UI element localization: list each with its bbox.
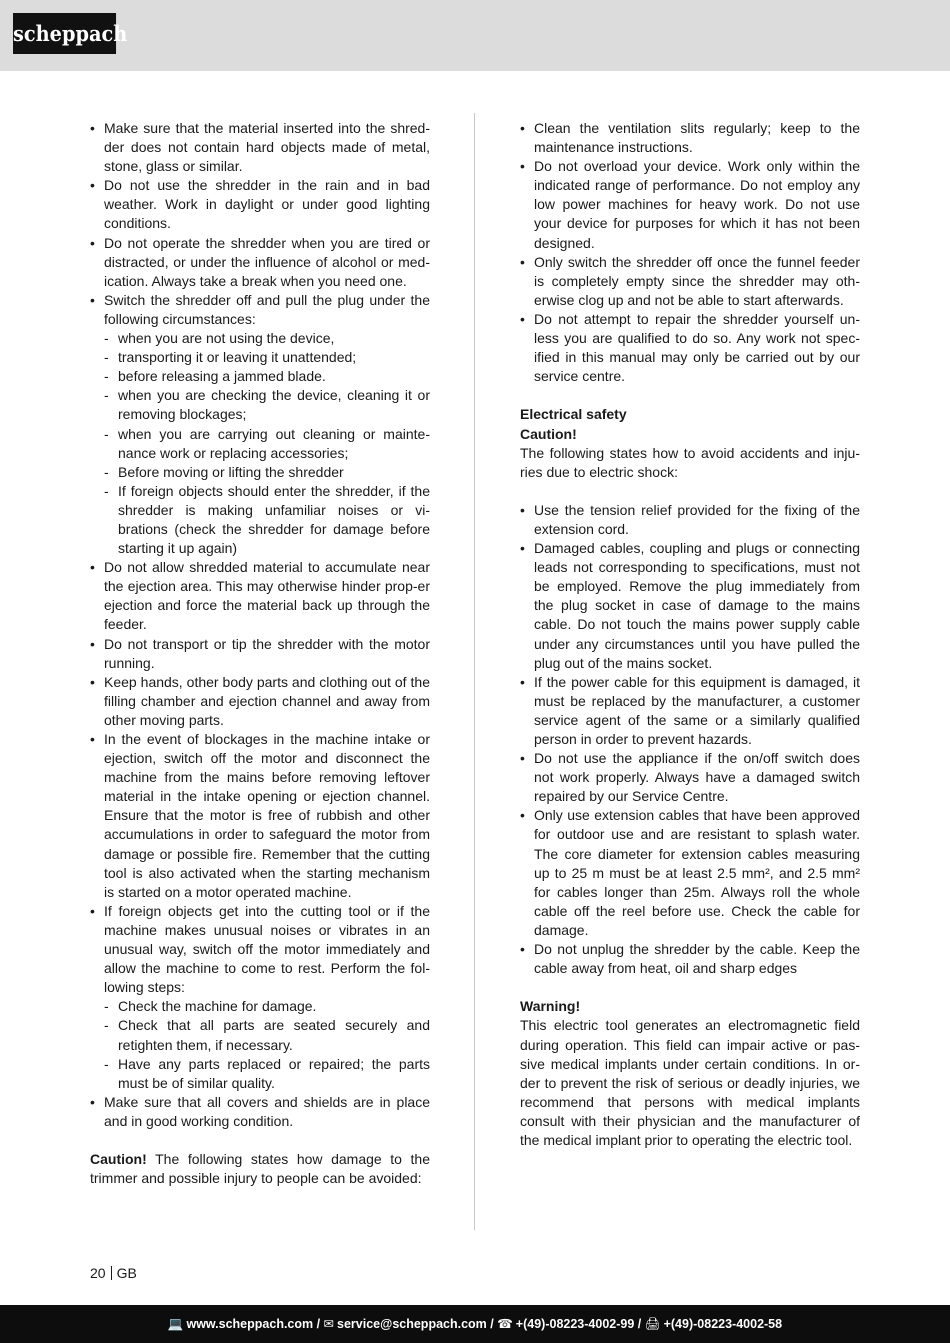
list-item: • Damaged cables, coupling and plugs or connecting leads not corresponding to specifications, must not be employed. Remove the plug immediately from the plug socket in case of damage to the mains cable. Do not touch the mains power supply cable under any circumstances until you have pulled the plug out of the mains socket. (520, 539, 860, 673)
safety-list-left (90, 119, 430, 1131)
page-number (90, 1264, 137, 1283)
list-item-foreign-objects (90, 902, 430, 1093)
list-item: • Do not overload your device. Work only within the indicated range of performance. Do not employ any low power machines for heavy work. Do not use your device for purposes for which it has not been designed. (520, 157, 860, 252)
list-item: • If the power cable for this equipment is damaged, it must be replaced by the manufacturer, a customer service agent of the same or a similarly qualified person in order to prevent hazards. (520, 673, 860, 749)
list-item: • In the event of blockages in the machine intake or ejection, switch off the motor and disconnect the machine from the mains before removing leftover material in the intake opening or ejection channel. Ensure that the motor is free of rubbish and other accumulations in order to safeguard the motor from damage or possible fire. Remember that the cutting tool is also activated when the starting mechanism is started on a motor operated machine. (90, 730, 430, 902)
envelope-icon: ✉ (323, 1317, 335, 1331)
telephone-icon: ☎ (497, 1317, 513, 1331)
list-item: • Use the tension relief provided for the fixing of the extension cord. (520, 501, 860, 539)
sub-list-item: - Check the machine for damage. (104, 997, 430, 1016)
list-item: • Keep hands, other body parts and clothing out of the filling chamber and ejection channel and away from other moving parts. (90, 673, 430, 730)
switch-off-sublist (104, 329, 430, 558)
left-column (90, 119, 430, 1188)
foreign-objects-sublist (104, 997, 430, 1092)
spacer (520, 978, 860, 997)
caution-paragraph (90, 1150, 430, 1188)
sub-list-item: - before releasing a jammed blade. (104, 367, 430, 386)
page-number-value: 20 (90, 1265, 106, 1281)
sub-list-item: - If foreign objects should enter the shredder, if the shredder is making unfamiliar noises or vi-brations (check the shredder for damage before starting it up again) (104, 482, 430, 558)
list-item: • Do not attempt to repair the shredder yourself un-less you are qualified to do so. Any work not spec-ified in this manual may only be carried out by our service centre. (520, 310, 860, 386)
footer-separator: / (313, 1317, 324, 1331)
list-item: • Do not unplug the shredder by the cable. Keep the cable away from heat, oil and sharp edges (520, 940, 860, 978)
list-item-switch-off (90, 291, 430, 558)
caution-label: Caution! (90, 1151, 147, 1168)
list-item: • Do not allow shredded material to accumulate near the ejection area. This may otherwise hinder prop-er ejection and force the material back up through the feeder. (90, 558, 430, 634)
sub-list-item: - Have any parts replaced or repaired; the parts must be of similar quality. (104, 1055, 430, 1093)
sub-list-item: - Check that all parts are seated securely and retighten them, if necessary. (104, 1016, 430, 1054)
footer-website[interactable]: www.scheppach.com (186, 1317, 314, 1331)
list-item: • Make sure that the material inserted into the shred-der does not contain hard objects made of metal, stone, glass or similar. (90, 119, 430, 176)
footer-email[interactable]: service@scheppach.com (337, 1317, 487, 1331)
list-item: • Do not use the shredder in the rain and in bad weather. Work in daylight or under good lighting conditions. (90, 176, 430, 233)
list-item: • Make sure that all covers and shields are in place and in good working condition. (90, 1093, 430, 1131)
electrical-safety-list (520, 501, 860, 978)
computer-icon: 💻 (167, 1317, 184, 1331)
footer-fax: +(49)-08223-4002-58 (663, 1317, 783, 1331)
switch-off-intro: Switch the shredder off and pull the plug under the following circumstances: (104, 291, 430, 327)
list-item: • Do not use the appliance if the on/off switch does not work properly. Always have a damaged switch repaired by our Service Centre. (520, 749, 860, 806)
sub-list-item: - when you are checking the device, cleaning it or removing blockages; (104, 386, 430, 424)
footer-phone[interactable]: +(49)-08223-4002-99 (515, 1317, 635, 1331)
list-item: • Do not transport or tip the shredder with the motor running. (90, 635, 430, 673)
spacer (520, 482, 860, 501)
header-band (0, 0, 950, 71)
brand-logo: scheppach (13, 13, 116, 54)
caution-text: The following states how damage to the trimmer and possible injury to people can be avoided: (90, 1151, 430, 1187)
electrical-safety-heading: Electrical safety (520, 406, 627, 423)
list-item: • Do not operate the shredder when you are tired or distracted, or under the influence of alcohol or med-ication. Always take a break when you need one. (90, 234, 430, 291)
list-item: • Only use extension cables that have been approved for outdoor use and are resistant to splash water. The core diameter for extension cables measuring up to 25 m must be at least 2.5 mm², and 2.5 mm² for cables longer than 25m. Always roll the whole cable off the reel before use. Check the cable for damage. (520, 806, 860, 940)
sub-list-item: - when you are not using the device, (104, 329, 430, 348)
page-number-separator (111, 1266, 112, 1280)
electrical-intro: The following states how to avoid accidents and inju-ries due to electric shock: (520, 444, 860, 480)
electrical-caution-heading: Caution! (520, 425, 577, 442)
sub-list-item: - transporting it or leaving it unattended; (104, 348, 430, 367)
footer-separator: / (634, 1317, 645, 1331)
page-language: GB (116, 1265, 137, 1281)
safety-list-right (520, 119, 860, 386)
foreign-objects-intro: If foreign objects get into the cutting tool or if the machine makes unusual noises or vibrates in an unusual way, switch off the motor immediately and allow the machine to come to rest. Perform the fol-lowing steps: (104, 902, 430, 996)
spacer (90, 1131, 430, 1150)
spacer (520, 386, 860, 405)
sub-list-item: - when you are carrying out cleaning or mainte-nance work or replacing accessories; (104, 425, 430, 463)
right-column (520, 119, 860, 1150)
sub-list-item: - Before moving or lifting the shredder (104, 463, 430, 482)
list-item: • Clean the ventilation slits regularly; keep to the maintenance instructions. (520, 119, 860, 157)
footer-separator: / (486, 1317, 498, 1331)
footer-contact (0, 1305, 950, 1343)
list-item: • Only switch the shredder off once the funnel feeder is completely empty since the shredder may oth-erwise clog up and not be able to start afterwards. (520, 253, 860, 310)
fax-icon: 🖨 (644, 1317, 661, 1331)
warning-heading: Warning! (520, 998, 581, 1015)
warning-text: This electric tool generates an electromagnetic field during operation. This field can impair active or pas-sive medical implants under certain conditions. In or-der to prevent the risk of serious or deadly injuries, we recommend that persons with medical implants consult with their physician and the manufacturer of the medical implant prior to operating the electric tool. (520, 1017, 860, 1148)
column-divider (474, 113, 475, 1230)
